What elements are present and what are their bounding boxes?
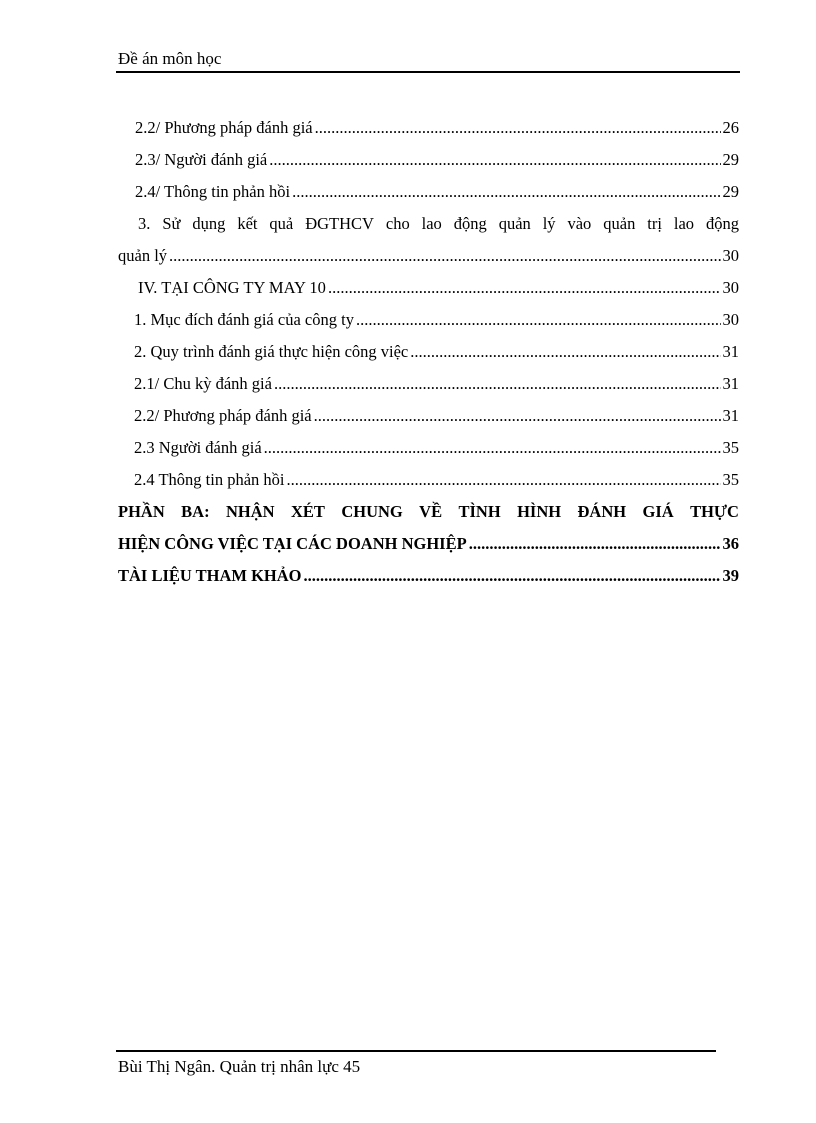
- toc-dot-leader: [328, 272, 721, 304]
- toc-word: vào: [567, 214, 592, 233]
- toc-word: động: [453, 214, 487, 233]
- toc-entry-label: TÀI LIỆU THAM KHẢO: [118, 566, 302, 585]
- toc-entry-label: 2.1/ Chu kỳ đánh giá: [134, 374, 272, 393]
- toc-dot-leader: [286, 464, 720, 496]
- toc-entry[interactable]: [118, 432, 739, 464]
- toc-word: Sử: [162, 214, 181, 233]
- toc-entry[interactable]: [118, 304, 739, 336]
- toc-word: lao: [673, 214, 695, 233]
- toc-entry[interactable]: [118, 272, 739, 304]
- toc-word: PHẦN: [118, 502, 165, 521]
- toc-word: XÉT: [290, 502, 325, 521]
- toc-word: VỀ: [419, 502, 443, 521]
- toc-word: NHẬN: [225, 502, 275, 521]
- toc-word: quản: [603, 214, 636, 233]
- toc-entry[interactable]: [118, 560, 739, 592]
- toc-entry-label: 1. Mục đích đánh giá của công ty: [134, 310, 354, 329]
- toc-word: lý: [542, 214, 556, 233]
- toc-dot-leader: [292, 176, 720, 208]
- toc-word: BA:: [181, 502, 210, 521]
- toc-entry-label: HIỆN CÔNG VIỆC TẠI CÁC DOANH NGHIỆP: [118, 534, 467, 553]
- toc-word: HÌNH: [517, 502, 562, 521]
- toc-word: cho: [385, 214, 410, 233]
- toc-entry-label: 2.2/ Phương pháp đánh giá: [135, 118, 313, 137]
- toc-entry-page: 31: [722, 342, 739, 361]
- toc-dot-leader: [264, 432, 721, 464]
- header-divider: [116, 71, 740, 73]
- toc-dot-leader: [356, 304, 721, 336]
- toc-entry[interactable]: [118, 240, 739, 272]
- toc-dot-leader: [304, 560, 721, 592]
- toc-word: dụng: [192, 214, 226, 233]
- toc-entry-page: 30: [722, 310, 739, 329]
- toc-entry-page: 26: [722, 118, 739, 137]
- toc-dot-leader: [274, 368, 721, 400]
- toc-entry-label: 2. Quy trình đánh giá thực hiện công việc: [134, 342, 409, 361]
- toc-entry-page: 35: [722, 470, 739, 489]
- toc-word: CHUNG: [341, 502, 403, 521]
- toc-entry-wrapped-line[interactable]: [118, 496, 739, 528]
- toc-word: quả: [269, 214, 294, 233]
- toc-word: lao: [421, 214, 442, 233]
- toc-dot-leader: [410, 336, 720, 368]
- toc-word: THỰC: [690, 502, 739, 521]
- toc-entry-label: 2.3 Người đánh giá: [134, 438, 262, 457]
- toc-word: ĐGTHCV: [305, 214, 374, 233]
- toc-word: GIÁ: [642, 502, 674, 521]
- toc-dot-leader: [315, 112, 721, 144]
- toc-word: quản: [498, 214, 531, 233]
- toc-entry[interactable]: [118, 176, 739, 208]
- toc-entry-page: 30: [722, 278, 739, 297]
- toc-entry[interactable]: [118, 368, 739, 400]
- toc-entry-label: 2.4 Thông tin phản hồi: [134, 470, 285, 489]
- table-of-contents: [118, 112, 739, 592]
- toc-entry[interactable]: [118, 112, 739, 144]
- toc-word: động: [705, 214, 739, 233]
- toc-dot-leader: [269, 144, 720, 176]
- toc-entry[interactable]: [118, 336, 739, 368]
- toc-word: trị: [647, 214, 662, 233]
- toc-word: kết: [237, 214, 258, 233]
- toc-entry-label: 2.4/ Thông tin phản hồi: [135, 182, 291, 201]
- toc-entry-wrapped-line[interactable]: [118, 208, 739, 240]
- toc-entry[interactable]: [118, 144, 739, 176]
- toc-entry-page: 31: [722, 406, 739, 425]
- toc-dot-leader: [169, 240, 720, 272]
- page-footer-text: Bùi Thị Ngân. Quản trị nhân lực 45: [118, 1057, 361, 1076]
- toc-entry-label: 2.3/ Người đánh giá: [135, 150, 268, 169]
- footer-divider: [116, 1050, 716, 1052]
- toc-entry-page: 31: [722, 374, 739, 393]
- toc-entry-label: quản lý: [118, 246, 168, 265]
- toc-entry[interactable]: [118, 400, 739, 432]
- toc-entry[interactable]: [118, 528, 739, 560]
- toc-entry-page: 36: [722, 534, 739, 553]
- toc-word: ĐÁNH: [577, 502, 627, 521]
- toc-entry-page: 29: [722, 182, 739, 201]
- toc-dot-leader: [314, 400, 721, 432]
- page-header-title: Đề án môn học: [118, 49, 222, 68]
- toc-entry-page: 39: [722, 566, 739, 585]
- toc-word: 3.: [138, 214, 151, 233]
- toc-entry-page: 30: [722, 246, 739, 265]
- toc-entry-page: 29: [722, 150, 739, 169]
- toc-entry-label: IV. TẠI CÔNG TY MAY 10: [138, 278, 326, 297]
- toc-entry-label: 2.2/ Phương pháp đánh giá: [134, 406, 312, 425]
- toc-entry[interactable]: [118, 464, 739, 496]
- toc-dot-leader: [469, 528, 721, 560]
- toc-entry-page: 35: [722, 438, 739, 457]
- toc-word: TÌNH: [458, 502, 501, 521]
